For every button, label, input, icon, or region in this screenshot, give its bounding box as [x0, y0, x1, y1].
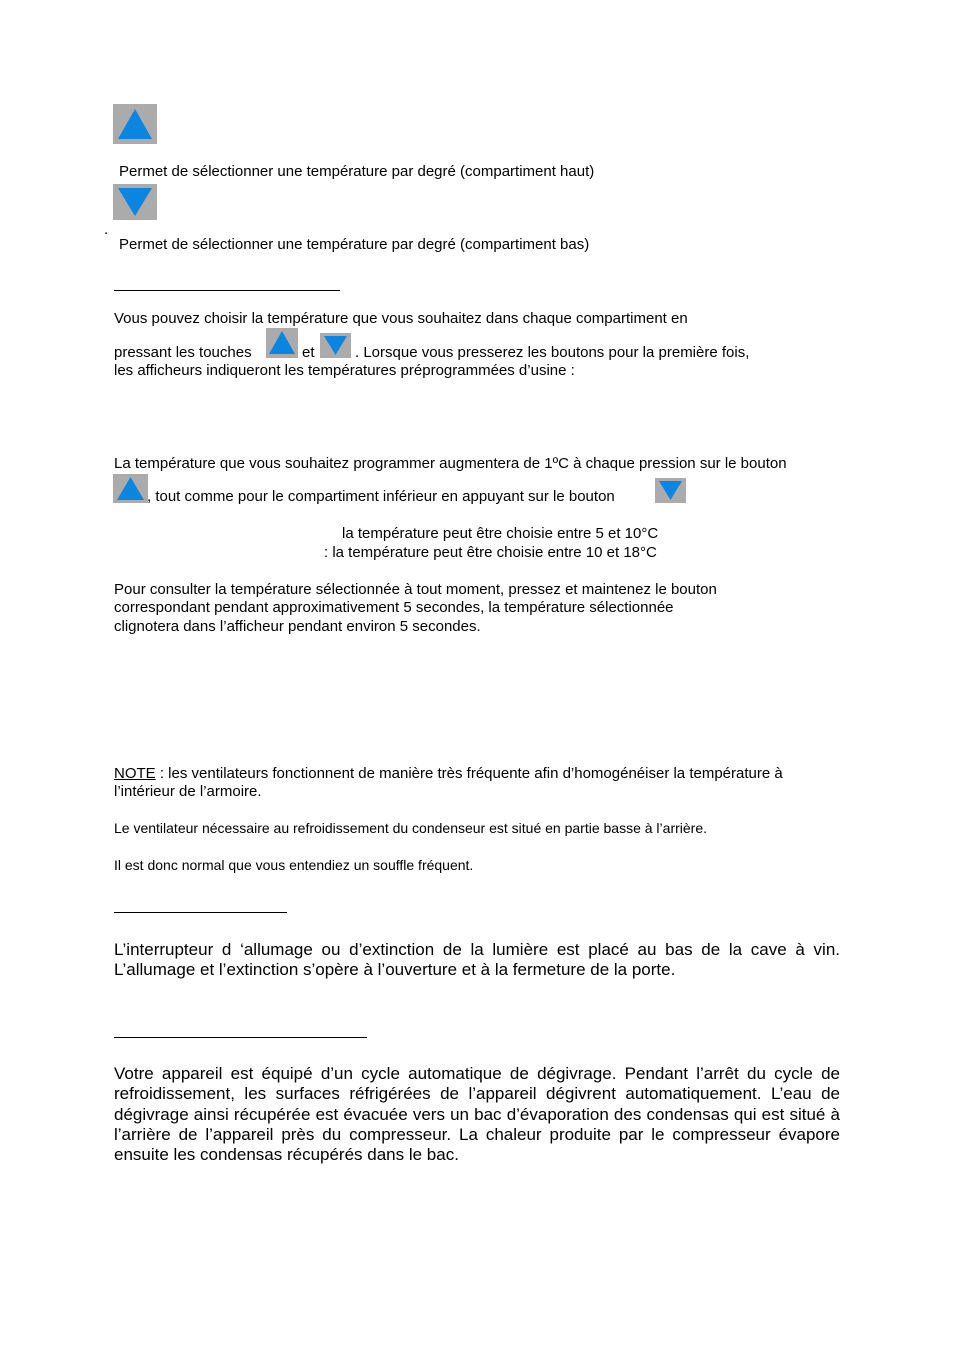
section-divider-defrost [114, 1037, 367, 1038]
normal-text: Il est donc normal que vous entendiez un souffle fréquent. [114, 857, 474, 873]
note-label: NOTE [114, 765, 156, 782]
arrow-up-icon [113, 104, 157, 144]
light-paragraph: L’interrupteur d ‘allumage ou d’extinction de la lumière est placé au bas de la cave à vin. L’allumage et l’extinction s’opère à l’ouverture et à la fermeture de la porte. [114, 940, 840, 980]
consult-paragraph-line1: Pour consulter la température sélectionnée à tout moment, pressez et maintenez le bouton [114, 581, 717, 598]
note-line2: l’intérieur de l’armoire. [114, 783, 262, 800]
consult-paragraph-line3: clignotera dans l’afficheur pendant environ 5 secondes. [114, 618, 481, 635]
arrow-up-icon [266, 328, 298, 358]
temp-paragraph-line1: Vous pouvez choisir la température que vous souhaitez dans chaque compartiment en [114, 310, 688, 327]
note-text: : les ventilateurs fonctionnent de manière très fréquente afin d’homogénéiser la température à [155, 765, 783, 782]
temp-paragraph-line2a: pressant les touches [114, 344, 252, 361]
note-line1 [114, 765, 783, 782]
stray-dot: . [104, 221, 109, 238]
section-divider-light [114, 912, 287, 913]
defrost-paragraph: Votre appareil est équipé d’un cycle automatique de dégivrage. Pendant l’arrêt du cycle de refroidissement, les surfaces réfrigérées de l’appareil dégivrent automatiquement. L’eau de dégivrage ainsi récupérée est évacuée vers un bac d’évaporation des condensas qui est situé à l’arrière de l’appareil près du compresseur. La chaleur produite par le compresseur évapore ensuite les condensas récupérés dans le bac. [114, 1064, 840, 1165]
arrow-down-icon [320, 333, 351, 358]
arrow-up-icon [113, 474, 148, 503]
temp-paragraph-line3: les afficheurs indiqueront les températures préprogrammées d’usine : [114, 362, 575, 379]
down-button-description: Permet de sélectionner une température par degré (compartiment bas) [119, 236, 590, 253]
section-divider-temperature [114, 290, 340, 291]
fan-text: Le ventilateur nécessaire au refroidissement du condenseur est situé en partie basse à l’arrière. [114, 820, 707, 836]
up-button-description: Permet de sélectionner une température par degré (compartiment haut) [119, 163, 595, 180]
arrow-down-icon [113, 184, 157, 220]
upper-range-text: la température peut être choisie entre 5 et 10°C [342, 525, 659, 542]
increment-paragraph-line1: La température que vous souhaitez programmer augmentera de 1ºC à chaque pression sur le bouton [114, 455, 787, 472]
temp-paragraph-line2c: . Lorsque vous presserez les boutons pour la première fois, [355, 344, 750, 361]
lower-range-text: : la température peut être choisie entre 10 et 18°C [324, 544, 657, 561]
increment-paragraph-line2: , tout comme pour le compartiment inférieur en appuyant sur le bouton [147, 488, 615, 505]
arrow-down-icon [655, 478, 686, 503]
temp-paragraph-line2b: et [302, 344, 315, 361]
consult-paragraph-line2: correspondant pendant approximativement 5 secondes, la température sélectionnée [114, 599, 674, 616]
